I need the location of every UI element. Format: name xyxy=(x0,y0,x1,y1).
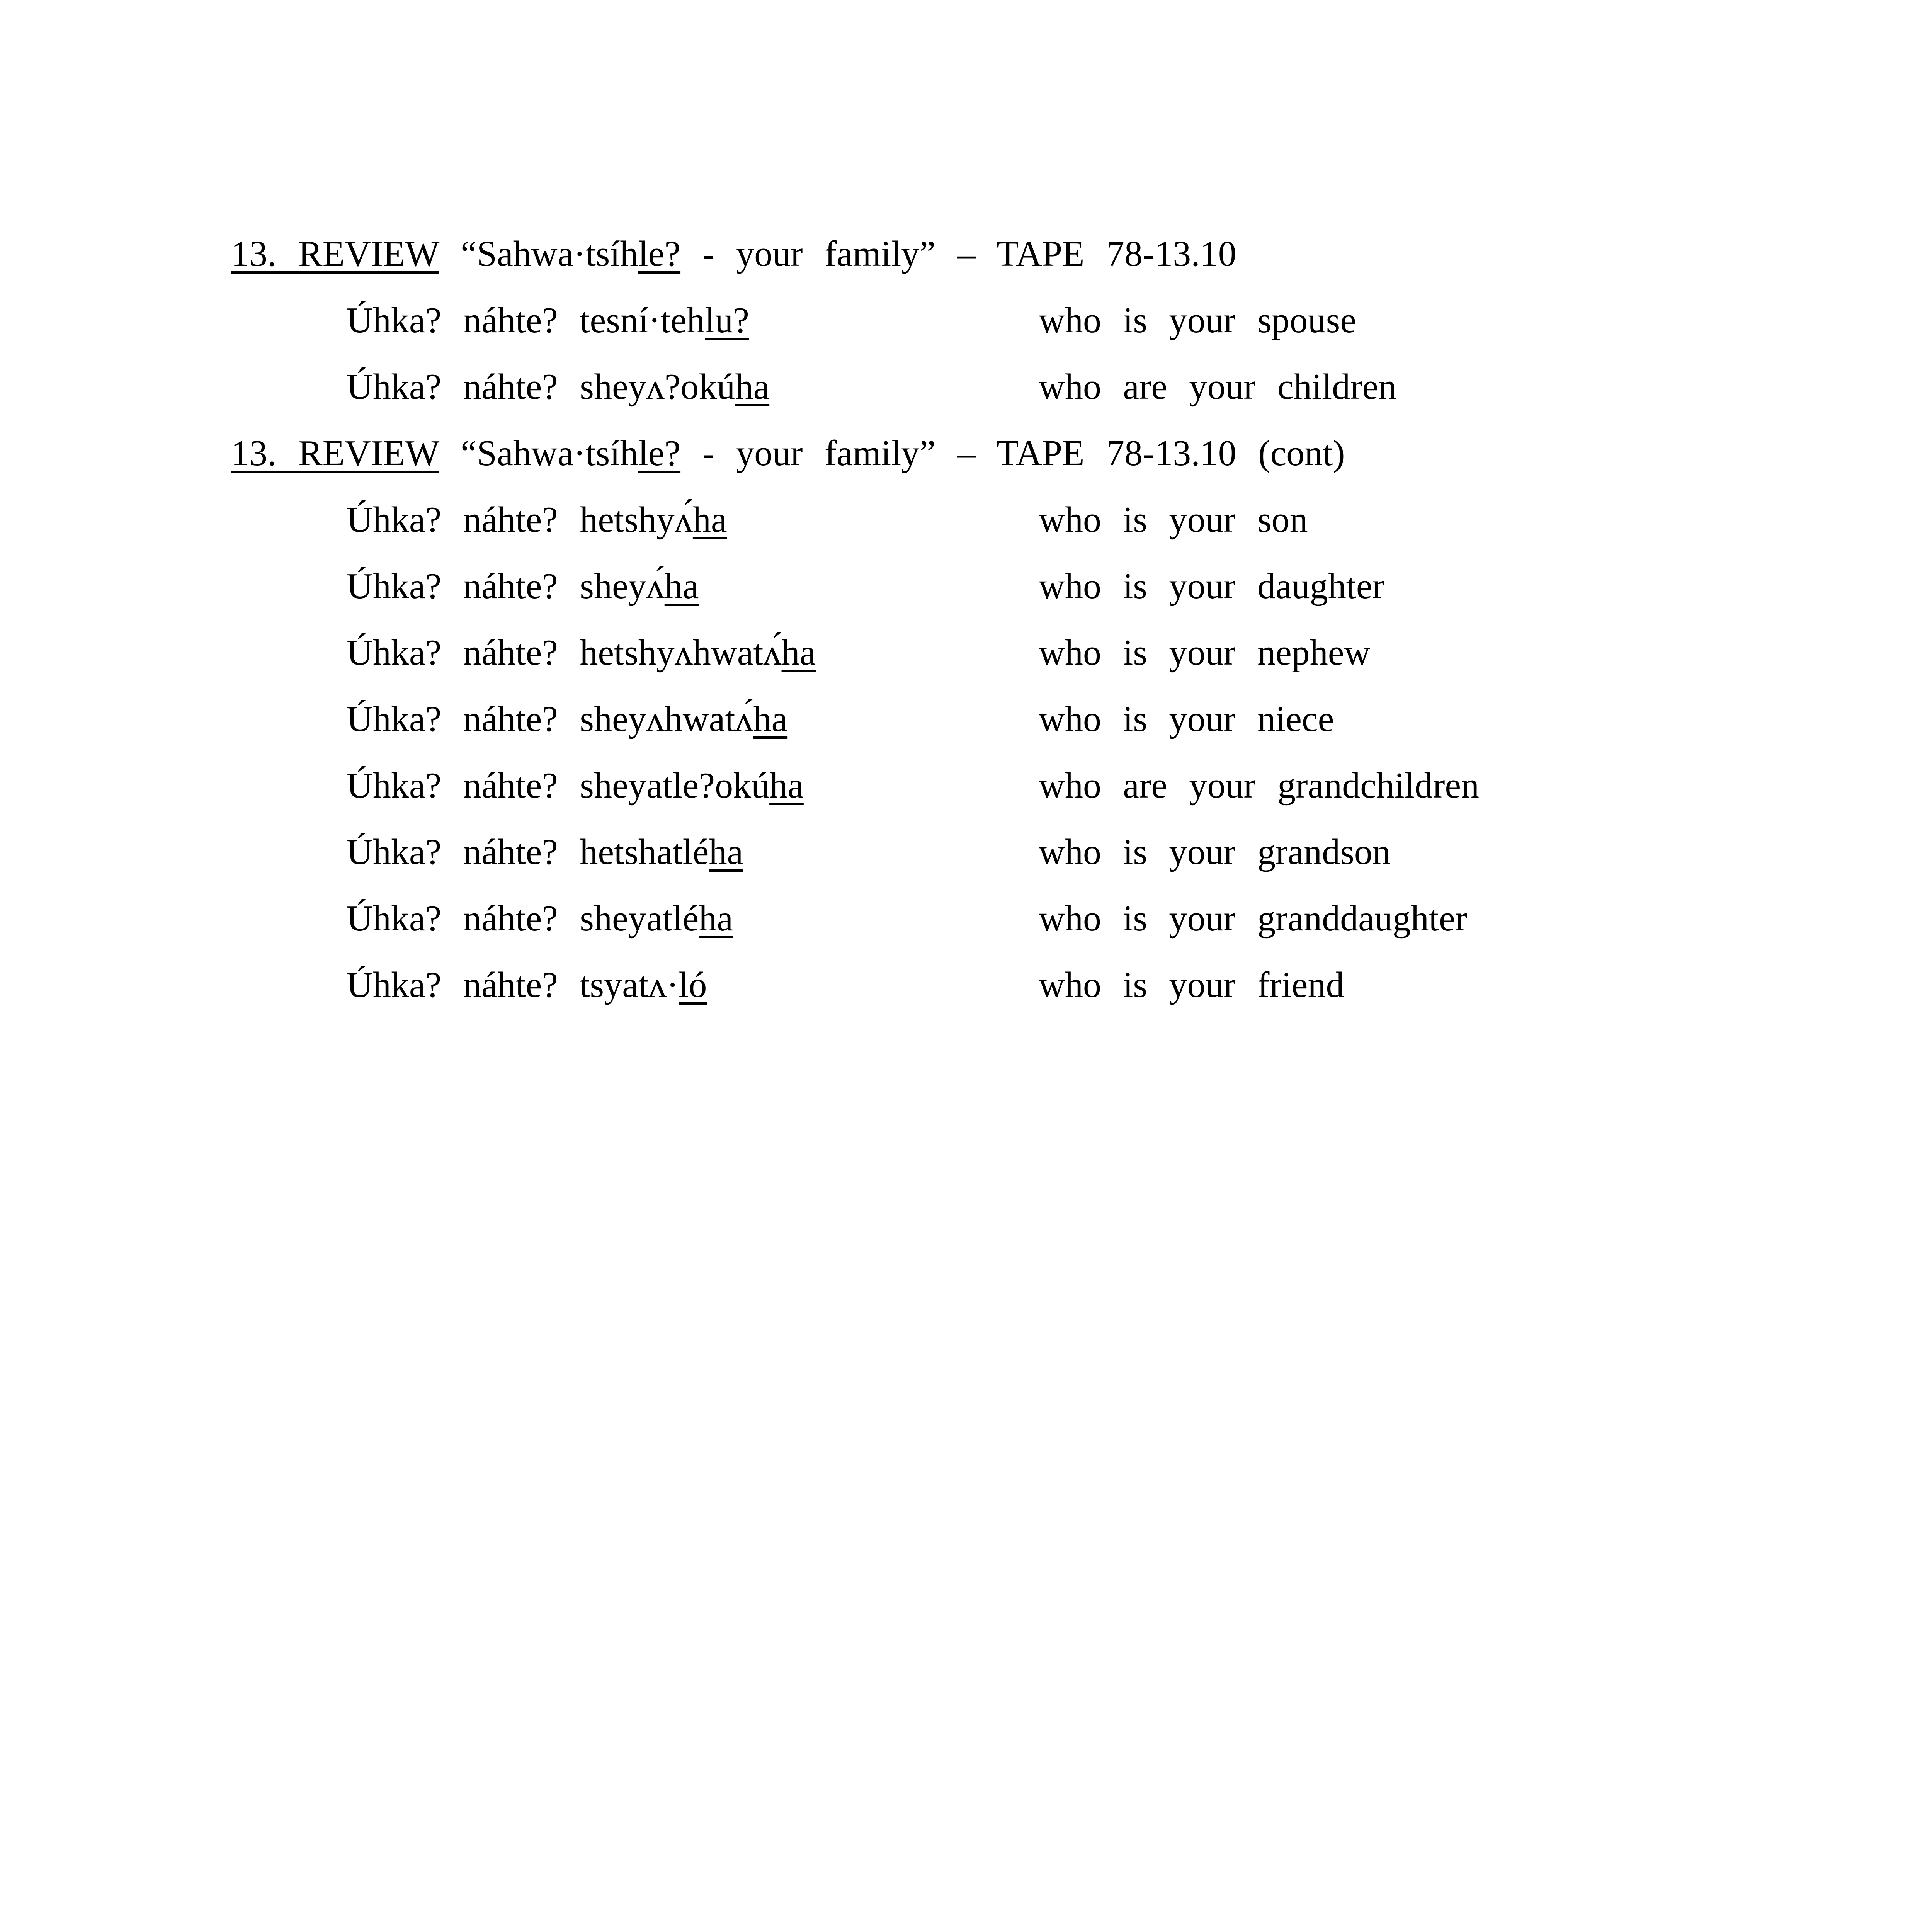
oneida-phrase: Úhka? náhte? hetshyʌ́ha xyxy=(347,500,727,540)
english-translation: who is your friend xyxy=(1039,965,1344,1005)
english-translation: who is your grandson xyxy=(1039,832,1391,872)
section-number-label: 13. REVIEW xyxy=(231,234,439,274)
section-title-pre: “Sahwa·tsíh xyxy=(461,433,638,473)
section-title-pre: “Sahwa·tsíh xyxy=(461,234,638,274)
section-heading xyxy=(231,435,1345,471)
english-translation: who are your children xyxy=(1039,367,1397,407)
oneida-phrase: Úhka? náhte? hetshatléha xyxy=(347,832,743,872)
oneida-phrase: Úhka? náhte? sheyʌ́ha xyxy=(347,566,699,606)
oneida-phrase: Úhka? náhte? hetshyʌhwatʌ́ha xyxy=(347,633,816,673)
english-translation: who is your granddaughter xyxy=(1039,898,1467,939)
oneida-phrase: Úhka? náhte? tesní·tehlu? xyxy=(347,300,749,340)
oneida-phrase: Úhka? náhte? sheyʌhwatʌ́ha xyxy=(347,699,788,739)
section-title-underlined: le? xyxy=(638,433,681,473)
oneida-phrase: Úhka? náhte? sheyatléha xyxy=(347,898,733,939)
english-translation: who is your nephew xyxy=(1039,633,1371,673)
section-number-label: 13. REVIEW xyxy=(231,433,439,473)
oneida-phrase: Úhka? náhte? sheyatle?okúha xyxy=(347,765,804,806)
section-title-underlined: le? xyxy=(638,234,681,274)
oneida-phrase: Úhka? náhte? sheyʌ?okúha xyxy=(347,367,770,407)
english-translation: who is your niece xyxy=(1039,699,1334,739)
section-title-post: - your family” – TAPE 78-13.10 (cont) xyxy=(702,433,1345,473)
english-translation: who is your son xyxy=(1039,500,1308,540)
oneida-phrase: Úhka? náhte? tsyatʌ·ló xyxy=(347,965,707,1005)
section-title-post: - your family” – TAPE 78-13.10 xyxy=(702,234,1236,274)
english-translation: who are your grandchildren xyxy=(1039,765,1480,806)
section-heading xyxy=(231,236,1236,272)
english-translation: who is your daughter xyxy=(1039,566,1384,606)
english-translation: who is your spouse xyxy=(1039,300,1356,340)
